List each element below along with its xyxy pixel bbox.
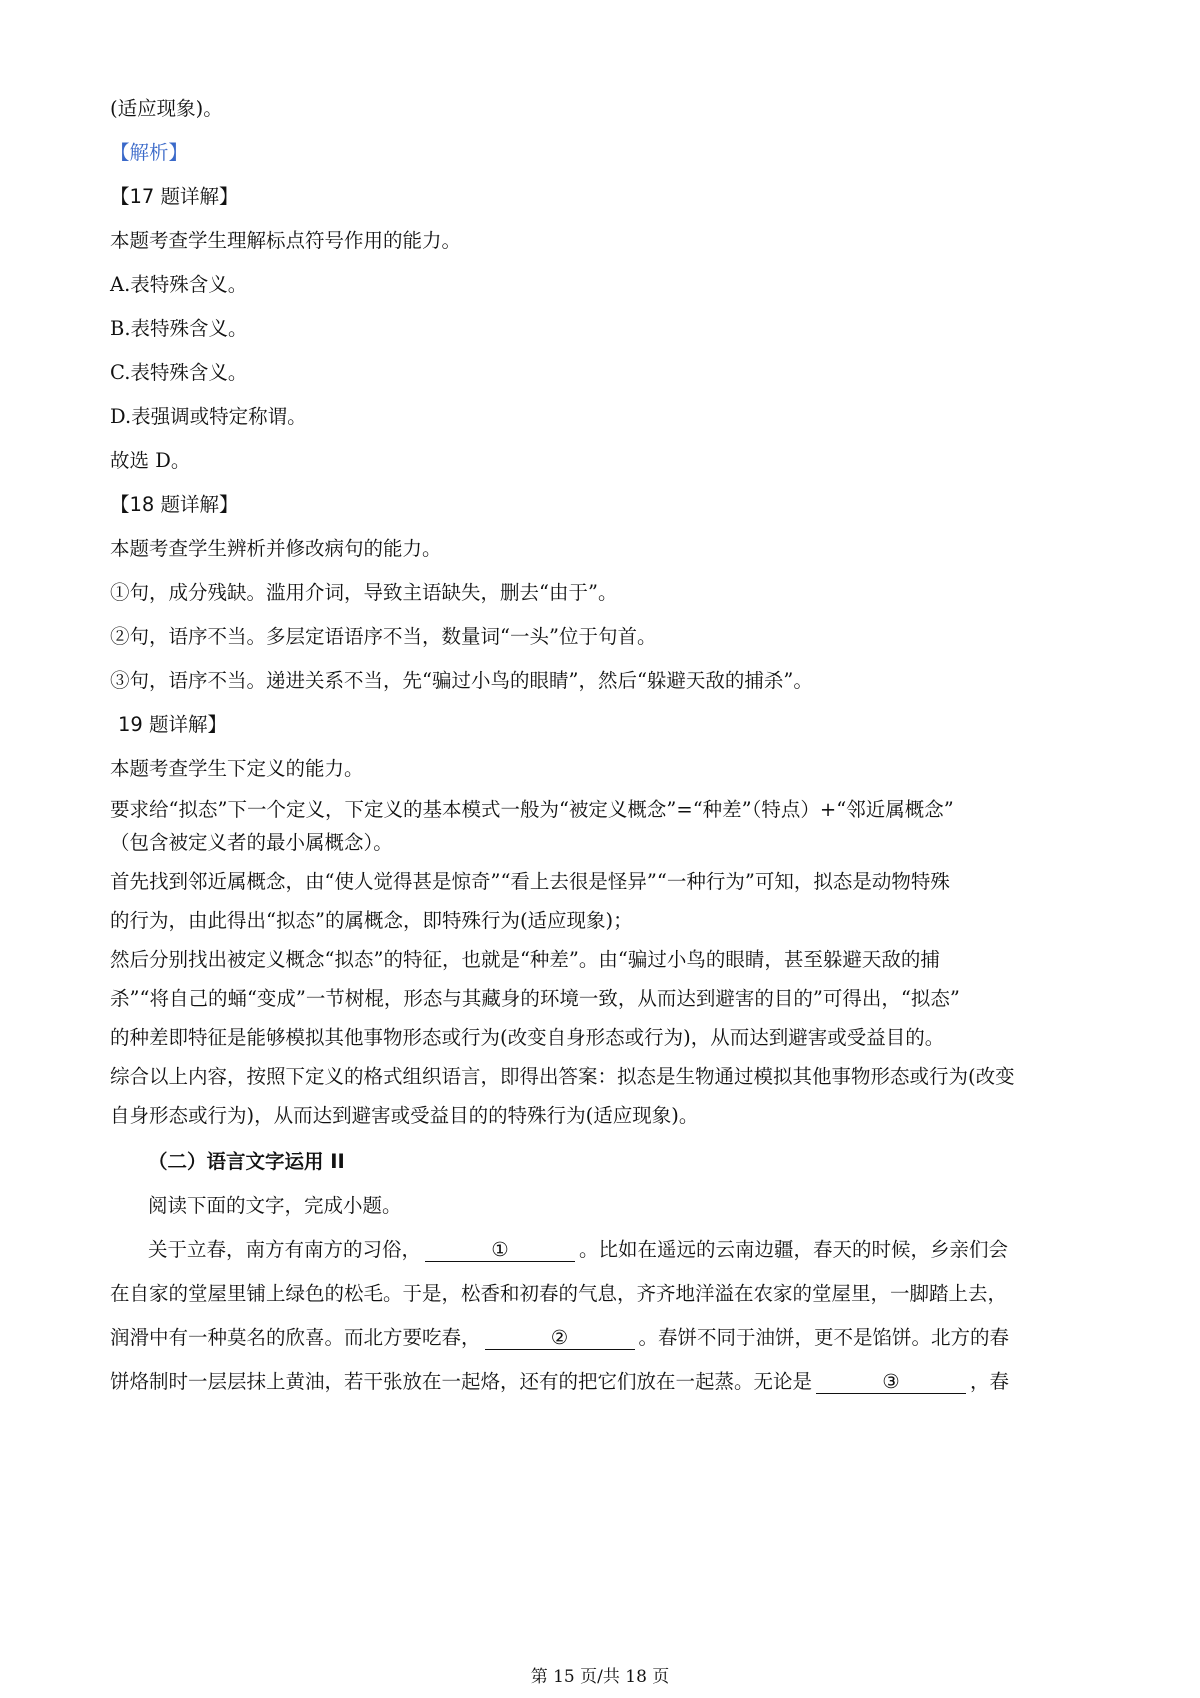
blank-3: ③ xyxy=(816,1371,966,1394)
q19-heading: 19 题详解】 xyxy=(118,713,228,736)
text-line: ①句，成分残缺。滥用介词，导致主语缺失，删去“由于”。 xyxy=(110,581,618,604)
text-line: 本题考查学生辨析并修改病句的能力。 xyxy=(110,537,442,560)
text-line: 综合以上内容，按照下定义的格式组织语言，即得出答案：拟态是生物通过模拟其他事物形态或行为(改变 xyxy=(110,1065,1015,1088)
passage-line xyxy=(110,1324,1100,1352)
text-line: 的行为，由此得出“拟态”的属概念，即特殊行为(适应现象)； xyxy=(110,909,633,932)
text-line: 自身形态或行为)，从而达到避害或受益目的的特殊行为(适应现象)。 xyxy=(110,1104,699,1127)
text-line: D.表强调或特定称谓。 xyxy=(110,405,307,428)
text-line: 杀”“将自己的蛹“变成”一节树棍，形态与其藏身的环境一致，从而达到避害的目的”可得出，“拟态” xyxy=(110,987,960,1010)
text-line: 首先找到邻近属概念，由“使人觉得甚是惊奇”“看上去很是怪异”“一种行为”可知，拟态是动物特殊 xyxy=(110,870,950,893)
text-line: (适应现象)。 xyxy=(110,97,223,120)
passage-line xyxy=(110,1236,1100,1264)
page-footer: 第 15 页/共 18 页 xyxy=(530,1667,670,1687)
passage-text: 。春饼不同于油饼，更不是馅饼。北方的春 xyxy=(638,1326,1010,1349)
reading-passage xyxy=(110,1236,1100,1396)
passage-text: 关于立春，南方有南方的习俗， xyxy=(148,1238,422,1261)
text-line: 然后分别找出被定义概念“拟态”的特征，也就是“种差”。由“骗过小鸟的眼睛，甚至躲避天敌的捕 xyxy=(110,948,940,971)
text-line: ③句，语序不当。递进关系不当，先“骗过小鸟的眼睛”，然后“躲避天敌的捕杀”。 xyxy=(110,669,813,692)
q17-heading: 【17 题详解】 xyxy=(110,185,239,208)
blank-1: ① xyxy=(425,1239,575,1262)
passage-line: 在自家的堂屋里铺上绿色的松毛。于是，松香和初春的气息，齐齐地洋溢在农家的堂屋里，一脚踏上去， xyxy=(110,1282,1008,1305)
passage-line xyxy=(110,1368,1100,1396)
instruction: 阅读下面的文字，完成小题。 xyxy=(148,1194,402,1217)
document-body xyxy=(110,95,1100,1396)
text-line: 的种差即特征是能够模拟其他事物形态或行为(改变自身形态或行为)，从而达到避害或受益目的。 xyxy=(110,1026,945,1049)
text-line: C.表特殊含义。 xyxy=(110,361,248,384)
text-line: 本题考查学生理解标点符号作用的能力。 xyxy=(110,229,462,252)
text-line: 故选 D。 xyxy=(110,449,191,472)
passage-text: ，春 xyxy=(970,1370,1010,1393)
text-line: （包含被定义者的最小属概念）。 xyxy=(110,831,393,854)
passage-text: 润滑中有一种莫名的欣喜。而北方要吃春， xyxy=(110,1326,481,1349)
blank-2: ② xyxy=(485,1327,635,1350)
text-line: A.表特殊含义。 xyxy=(110,273,248,296)
passage-text: 饼烙制时一层层抹上黄油，若干张放在一起烙，还有的把它们放在一起蒸。无论是 xyxy=(110,1370,813,1393)
text-line: 本题考查学生下定义的能力。 xyxy=(110,757,364,780)
passage-text: 。比如在遥远的云南边疆，春天的时候，乡亲们会 xyxy=(579,1238,1009,1261)
section-title: （二）语言文字运用 II xyxy=(148,1150,345,1173)
text-line: ②句，语序不当。多层定语语序不当，数量词“一头”位于句首。 xyxy=(110,625,657,648)
text-line: 要求给“拟态”下一个定义，下定义的基本模式一般为“被定义概念”=“种差”（特点）+“邻近属概念” xyxy=(110,798,954,821)
q18-heading: 【18 题详解】 xyxy=(110,493,239,516)
analysis-label: 【解析】 xyxy=(110,141,189,164)
text-line: B.表特殊含义。 xyxy=(110,317,248,340)
